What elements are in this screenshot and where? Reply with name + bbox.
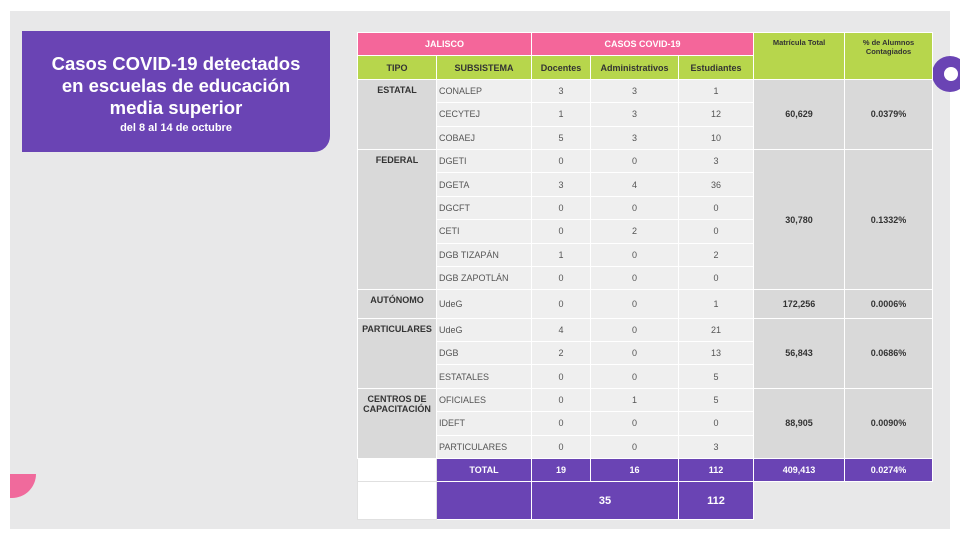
estudiantes-cell: 10 (679, 126, 754, 149)
covid-cases-table (357, 32, 933, 520)
estudiantes-cell: 1 (679, 290, 754, 318)
total-label: TOTAL (437, 459, 532, 482)
summary-staff-total: 35 (532, 482, 679, 520)
docentes-cell: 0 (532, 266, 591, 289)
subsistema-cell: UdeG (437, 318, 532, 341)
docentes-cell: 3 (532, 173, 591, 196)
estudiantes-cell: 3 (679, 149, 754, 172)
summary-blank-cell (358, 482, 437, 520)
tipo-cell: ESTATAL (358, 79, 437, 149)
docentes-cell: 0 (532, 365, 591, 388)
docentes-cell: 0 (532, 388, 591, 411)
administrativos-cell: 2 (591, 220, 679, 243)
docentes-cell: 1 (532, 103, 591, 126)
table-row (358, 388, 933, 411)
administrativos-cell: 0 (591, 435, 679, 458)
matricula-cell: 56,843 (754, 318, 845, 388)
docentes-cell: 1 (532, 243, 591, 266)
docentes-cell: 4 (532, 318, 591, 341)
subsistema-cell: DGETI (437, 149, 532, 172)
header-pct: % de Alumnos Contagiados (845, 33, 933, 80)
subsistema-cell: CETI (437, 220, 532, 243)
estudiantes-cell: 21 (679, 318, 754, 341)
docentes-cell: 0 (532, 196, 591, 219)
subsistema-cell: IDEFT (437, 412, 532, 435)
summary-spacer (437, 482, 532, 520)
column-header-estudiantes: Estudiantes (679, 56, 754, 79)
administrativos-cell: 0 (591, 196, 679, 219)
administrativos-cell: 3 (591, 126, 679, 149)
administrativos-cell: 0 (591, 266, 679, 289)
matricula-cell: 172,256 (754, 290, 845, 318)
administrativos-cell: 0 (591, 365, 679, 388)
administrativos-cell: 0 (591, 342, 679, 365)
pct-cell: 0.0006% (845, 290, 933, 318)
docentes-cell: 5 (532, 126, 591, 149)
subsistema-cell: CECYTEJ (437, 103, 532, 126)
pct-cell: 0.0379% (845, 79, 933, 149)
summary-empty-matricula (754, 482, 845, 520)
administrativos-cell: 3 (591, 103, 679, 126)
estudiantes-cell: 0 (679, 266, 754, 289)
column-header-administrativos: Administrativos (591, 56, 679, 79)
total-pct: 0.0274% (845, 459, 933, 482)
title-banner (22, 31, 330, 152)
total-blank-cell (358, 459, 437, 482)
estudiantes-cell: 0 (679, 196, 754, 219)
administrativos-cell: 0 (591, 318, 679, 341)
estudiantes-cell: 13 (679, 342, 754, 365)
estudiantes-cell: 36 (679, 173, 754, 196)
summary-students-total: 112 (679, 482, 754, 520)
administrativos-cell: 3 (591, 79, 679, 102)
administrativos-cell: 1 (591, 388, 679, 411)
title-line-2: en escuelas de educación (61, 75, 291, 96)
docentes-cell: 0 (532, 149, 591, 172)
table-row (358, 290, 933, 318)
subsistema-cell: DGETA (437, 173, 532, 196)
estudiantes-cell: 3 (679, 435, 754, 458)
matricula-cell: 88,905 (754, 388, 845, 458)
estudiantes-cell: 5 (679, 365, 754, 388)
summary-row (358, 482, 933, 520)
subsistema-cell: OFICIALES (437, 388, 532, 411)
pct-cell: 0.0686% (845, 318, 933, 388)
total-estudiantes: 112 (679, 459, 754, 482)
estudiantes-cell: 2 (679, 243, 754, 266)
docentes-cell: 0 (532, 435, 591, 458)
estudiantes-cell: 12 (679, 103, 754, 126)
header-row (358, 33, 933, 56)
title-line-1: Casos COVID-19 detectados (51, 53, 301, 74)
estudiantes-cell: 1 (679, 79, 754, 102)
estudiantes-cell: 5 (679, 388, 754, 411)
administrativos-cell: 0 (591, 290, 679, 318)
subsistema-cell: ESTATALES (437, 365, 532, 388)
table-row (358, 318, 933, 341)
total-docentes: 19 (532, 459, 591, 482)
estudiantes-cell: 0 (679, 412, 754, 435)
subsistema-cell: DGB ZAPOTLÁN (437, 266, 532, 289)
administrativos-cell: 4 (591, 173, 679, 196)
tipo-cell: AUTÓNOMO (358, 290, 437, 318)
table-row (358, 79, 933, 102)
estudiantes-cell: 0 (679, 220, 754, 243)
title-subtitle: del 8 al 14 de octubre (120, 122, 232, 134)
subsistema-cell: PARTICULARES (437, 435, 532, 458)
header-matricula: Matrícula Total (754, 33, 845, 80)
matricula-cell: 30,780 (754, 149, 845, 289)
total-row (358, 459, 933, 482)
tipo-cell: PARTICULARES (358, 318, 437, 388)
subsistema-cell: COBAEJ (437, 126, 532, 149)
docentes-cell: 0 (532, 412, 591, 435)
subsistema-cell: DGCFT (437, 196, 532, 219)
pct-cell: 0.0090% (845, 388, 933, 458)
subsistema-cell: UdeG (437, 290, 532, 318)
column-header-tipo: TIPO (358, 56, 437, 79)
column-header-subsistema: SUBSISTEMA (437, 56, 532, 79)
administrativos-cell: 0 (591, 243, 679, 266)
subsistema-cell: DGB TIZAPÁN (437, 243, 532, 266)
tipo-cell: FEDERAL (358, 149, 437, 289)
docentes-cell: 0 (532, 290, 591, 318)
matricula-cell: 60,629 (754, 79, 845, 149)
subsistema-cell: DGB (437, 342, 532, 365)
header-cases: CASOS COVID-19 (532, 33, 754, 56)
total-administrativos: 16 (591, 459, 679, 482)
subsistema-cell: CONALEP (437, 79, 532, 102)
summary-empty-pct (845, 482, 933, 520)
header-state: JALISCO (358, 33, 532, 56)
administrativos-cell: 0 (591, 149, 679, 172)
docentes-cell: 3 (532, 79, 591, 102)
docentes-cell: 0 (532, 220, 591, 243)
pct-cell: 0.1332% (845, 149, 933, 289)
docentes-cell: 2 (532, 342, 591, 365)
tipo-cell: CENTROS DE CAPACITACIÓN (358, 388, 437, 458)
table-row (358, 149, 933, 172)
title-line-3: media superior (109, 97, 243, 118)
total-matricula: 409,413 (754, 459, 845, 482)
decorative-purple-ring (932, 56, 960, 92)
column-header-docentes: Docentes (532, 56, 591, 79)
administrativos-cell: 0 (591, 412, 679, 435)
